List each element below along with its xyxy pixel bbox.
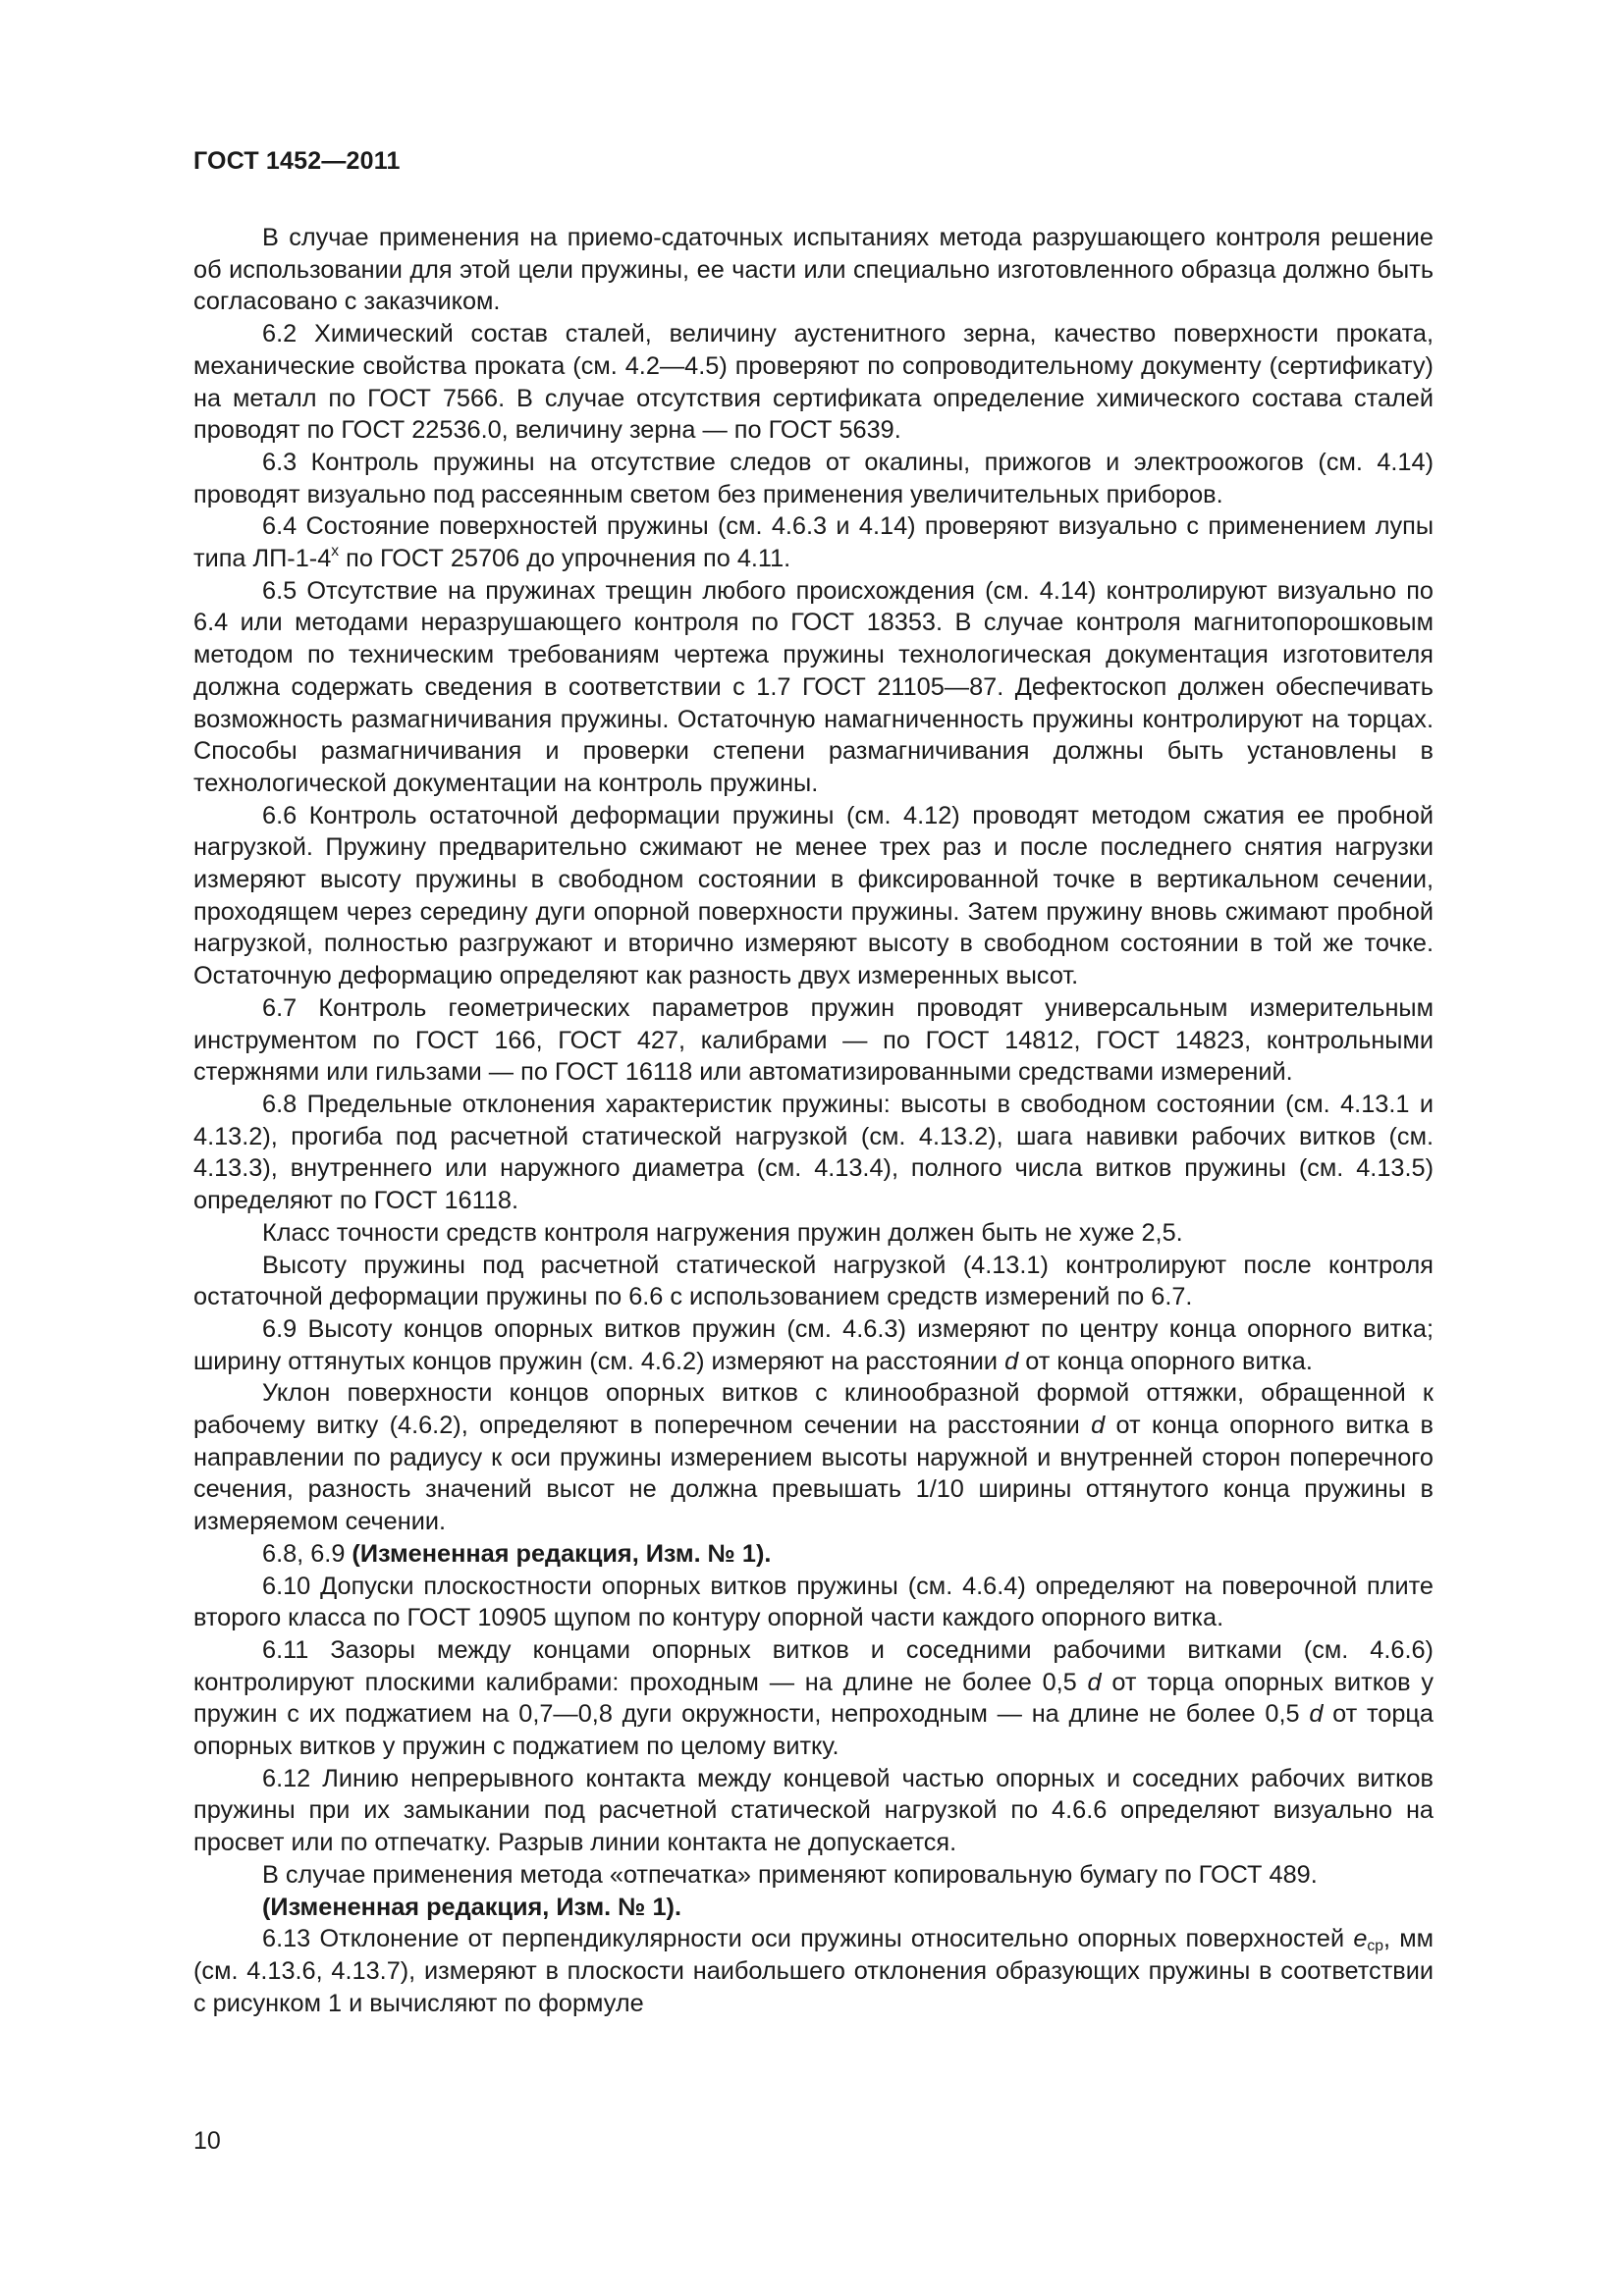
paragraph: В случае применения на приемо-сдаточных испытаниях метода разрушающего контроля решение об использовании для этой цели пружины, ее части или специально изготовленного образца должно быть согласовано с заказчиком. [193, 224, 1434, 316]
amendment-note: 6.8, 6.9 (Измененная редакция, Изм. № 1). [262, 1539, 772, 1568]
paragraph: В случае применения метода «отпечатка» применяют копировальную бумагу по ГОСТ 489. [262, 1860, 1318, 1889]
paragraph-6-5: 6.5 Отсутствие на пружинах трещин любого происхождения (см. 4.14) контролируют визуально по 6.4 или методами неразрушающего контроля по ГОСТ 18353. В случае контроля магнитопорошковым методом по техническим требованиям чертежа пружины технологическая документация изготовителя должна содержать сведения в соответствии с 1.7 ГОСТ 21105—87. Дефектоскоп должен обеспечивать возможность размагничивания пружины. Остаточную намагниченность пружины контролируют на торцах. Способы размагничивания и проверки степени размагничивания должны быть установлены в технологической документации на контроль пружины. [193, 576, 1434, 797]
paragraph-6-8: 6.8 Предельные отклонения характеристик пружины: высоты в свободном состоянии (см. 4.13.1 и 4.13.2), прогиба под расчетной статической нагрузкой (см. 4.13.2), шага навивки рабочих витков (см. 4.13.3), внутреннего или наружного диаметра (см. 4.13.4), полного числа витков пружины (см. 4.13.5) определяют по ГОСТ 16118. [193, 1090, 1434, 1215]
document-body [193, 222, 1434, 2019]
paragraph-6-7: 6.7 Контроль геометрических параметров пружин проводят универсальным измерительным инструментом по ГОСТ 166, ГОСТ 427, калибрами — по ГОСТ 14812, ГОСТ 14823, контрольными стержнями или гильзами — по ГОСТ 16118 или автоматизированными средствами измерений. [193, 993, 1434, 1087]
page-number: 10 [193, 2127, 221, 2155]
paragraph-6-4: 6.4 Состояние поверхностей пружины (см. 4.6.3 и 4.14) проверяют визуально с применением лупы типа $ЛП-1-4^х$ по ГОСТ 25706 до упрочнения по 4.11. [193, 512, 1434, 573]
paragraph: Уклон поверхности концов опорных витков с клинообразной формой оттяжки, обращенной к рабочему витку (4.6.2), определяют в поперечном сечении на расстоянии d от конца опорного витка в направлении по радиусу к оси пружины измерением высоты наружной и внутренней сторон поперечного сечения, разность значений высот не должна превышать 1/10 ширины оттянутого конца пружины в измеряемом сечении. [193, 1379, 1435, 1536]
amendment-note: (Измененная редакция, Изм. № 1). [262, 1893, 681, 1921]
paragraph-6-12: 6.12 Линию непрерывного контакта между концевой частью опорных и соседних рабочих витков пружины при их замыкании под расчетной статической нагрузкой по 4.6.6 определяют визуально на просвет или по отпечатку. Разрыв линии контакта не допускается. [193, 1764, 1434, 1857]
paragraph-6-2: 6.2 Химический состав сталей, величину аустенитного зерна, качество поверхности проката, механические свойства проката (см. 4.2—4.5) проверяют по сопроводительному документу (сертификату) на металл по ГОСТ 7566. В случае отсутствия сертификата определение химического состава сталей проводят по ГОСТ 22536.0, величину зерна — по ГОСТ 5639. [193, 320, 1434, 445]
paragraph-6-9: 6.9 Высоту концов опорных витков пружин (см. 4.6.3) измеряют по центру конца опорного витка; ширину оттянутых концов пружин (см. 4.6.2) измеряют на расстоянии d от конца опорного витка. [193, 1314, 1434, 1375]
paragraph: Класс точности средств контроля нагружения пружин должен быть не хуже 2,5. [262, 1218, 1183, 1247]
paragraph-6-13: 6.13 Отклонение от перпендикулярности оси пружины относительно опорных поверхностей $e_{ср}$, мм (см. 4.13.6, 4.13.7), измеряют в плоскости наибольшего отклонения образующих пружины в соответствии с рисунком 1 и вычисляют по формуле [193, 1925, 1434, 2017]
paragraph-6-3: 6.3 Контроль пружины на отсутствие следов от окалины, прижогов и электроожогов (см. 4.14) проводят визуально под рассеянным светом без применения увеличительных приборов. [193, 448, 1434, 508]
paragraph-6-11: 6.11 Зазоры между концами опорных витков и соседними рабочими витками (см. 4.6.6) контролируют плоскими калибрами: проходным — на длине не более 0,5 d от торца опорных витков у пружин с их поджатием на 0,7—0,8 дуги окружности, непроходным — на длине не более 0,5 d от торца опорных витков у пружин с поджатием по целому витку. [193, 1635, 1434, 1761]
paragraph-6-6: 6.6 Контроль остаточной деформации пружины (см. 4.12) проводят методом сжатия ее пробной нагрузкой. Пружину предварительно сжимают не менее трех раз и после последнего снятия нагрузки измеряют высоту пружины в свободном состоянии в фиксированной точке в вертикальном сечении, проходящем через середину дуги опорной поверхности пружины. Затем пружину вновь сжимают пробной нагрузкой, полностью разгружают и вторично измеряют высоту в свободном состоянии в той же точке. Остаточную деформацию определяют как разность двух измеренных высот. [193, 801, 1434, 990]
paragraph: Высоту пружины под расчетной статической нагрузкой (4.13.1) контролируют после контроля остаточной деформации пружины по 6.6 с использованием средств измерений по 6.7. [193, 1251, 1434, 1311]
paragraph-6-10: 6.10 Допуски плоскостности опорных витков пружины (см. 4.6.4) определяют на поверочной плите второго класса по ГОСТ 10905 щупом по контуру опорной части каждого опорного витка. [193, 1572, 1434, 1632]
page-header-standard-number: ГОСТ 1452—2011 [193, 147, 401, 175]
